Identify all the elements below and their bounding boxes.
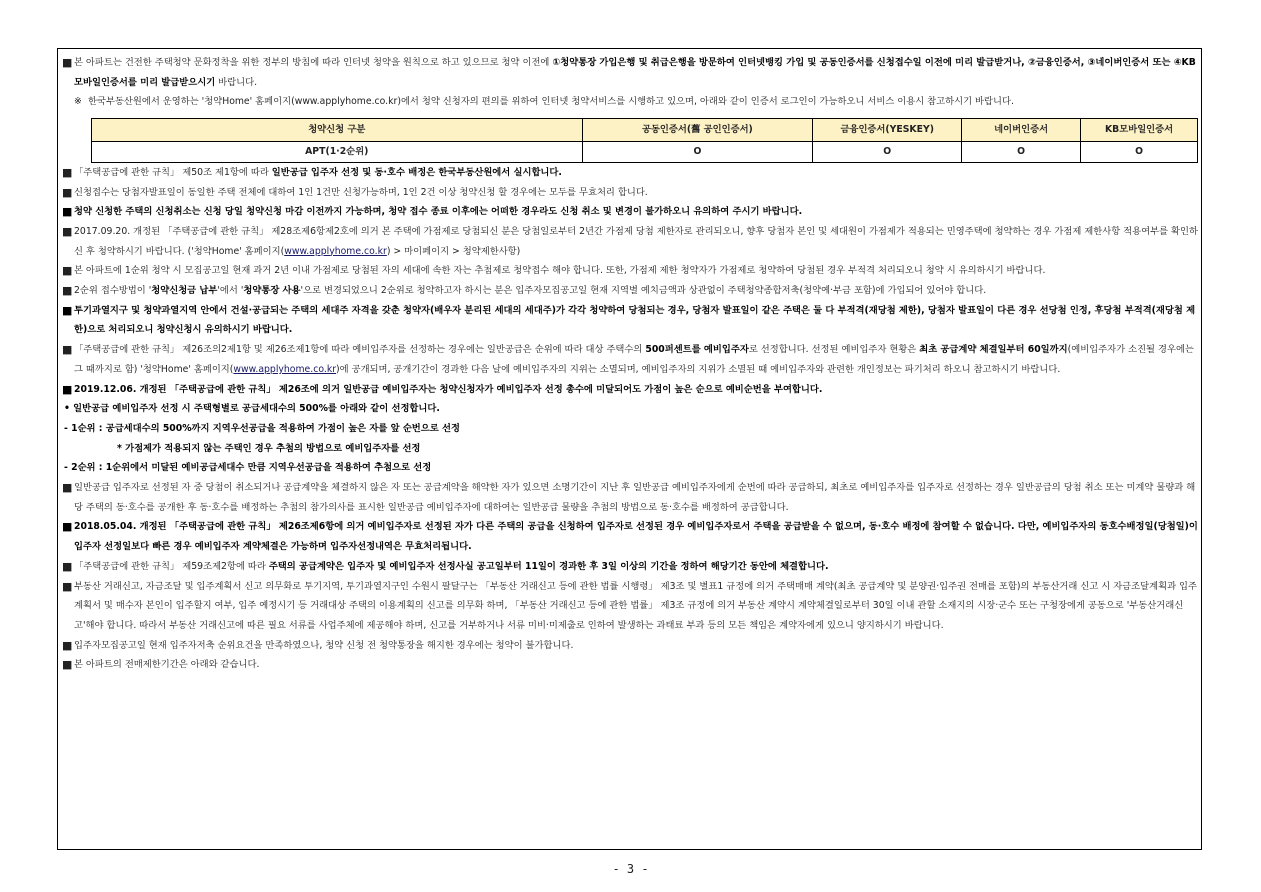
table-cell: O [1081, 142, 1198, 163]
square-bullet-icon: ■ [62, 658, 73, 672]
note-mark-icon: ※ [74, 96, 82, 108]
list-item: - 2순위 : 1순위에서 미달된 예비공급세대수 만큼 지역우선공급을 적용하여 추첨으로 선정 [64, 462, 432, 474]
paragraph: ■ 본 아파트의 전매제한기간은 아래와 같습니다. [62, 655, 1198, 675]
square-bullet-icon: ■ [62, 382, 73, 396]
paragraph: ■ 본 아파트에 1순위 청약 시 모집공고일 현재 과거 2년 이내 가점제로 당첨된 자의 세대에 속한 자는 추첨제로 청약접수 해야 합니다. 또한, 가점제 제한 청약자가 가점제로 청약하여 당첨된 경우 부적격 처리되오니 청약 시 유의하시기 바랍니다. [62, 261, 1198, 281]
table-header: 공동인증서(舊 공인인증서) [582, 119, 813, 142]
reference-note: ※ 한국부동산원에서 운영하는 '청약Home' 홈페이지(www.applyhome.co.kr)에서 청약 신청자의 편의를 위하여 인터넷 청약서비스를 시행하고 있으며, 아래와 같이 인증서 로그인이 가능하오니 서비스 이용시 참고하시기 바랍니다. [62, 92, 1198, 112]
paragraph: ■ 입주자모집공고일 현재 입주자저축 순위요건을 만족하였으나, 청약 신청 전 청약통장을 해지한 경우에는 청약이 불가합니다. [62, 636, 1198, 656]
table-header: 금융인증서(YESKEY) [813, 119, 962, 142]
paragraph: ■ 부동산 거래신고, 자금조달 및 입주계획서 신고 의무화로 투기지역, 투기과열지구인 수원시 팔달구는 「부동산 거래신고 등에 관한 법률 시행령」 제3조 및 별표1 규정에 의거 주택매매 계약(최초 공급계약 및 분양권·입주권 전매를 포함)의 부동산거래 신고 시 자금조달계획과 입주계획서 및 매수자 본인이 입주할지 여부, 입주 예정시기 등 거래대상 주택의 이용계획의 신고를 의무화 하며, 「부동산 거래신고 등에 관한 법률」 제3조 규정에 의거 부동산 계약시 계약체결일로부터 30일 이내 관할 소재지의 시장·군수 또는 구청장에게 공동으로 '부동산거래신고'해야 합니다. 따라서 부동산 거래신고에 따른 필요 서류를 사업주체에 제공해야 하며, 신고를 거부하거나 서류 미비·미제출로 인하여 발생하는 과태료 부과 등의 모든 책임은 계약자에게 있으니 양지하시기 바랍니다. [62, 577, 1198, 636]
square-bullet-icon: ■ [62, 224, 73, 238]
list-item: * 가점제가 적용되지 않는 주택인 경우 추첨의 방법으로 예비입주자를 선정 [117, 442, 421, 454]
square-bullet-icon: ■ [62, 520, 73, 534]
table-cell: O [813, 142, 962, 163]
paragraph: ■ 2019.12.06. 개정된 「주택공급에 관한 규칙」 제26조에 의거 일반공급 예비입주자는 청약신청자가 예비입주자 선정 총수에 미달되어도 가점이 높은 순으로 예비순번을 부여합니다. [62, 380, 1198, 400]
notice-content [62, 53, 1198, 675]
paragraph: ■ 본 아파트는 건전한 주택청약 문화정착을 위한 정부의 방침에 따라 인터넷 청약을 원칙으로 하고 있으므로 청약 이전에 ①청약통장 가입은행 및 취급은행을 방문하여 인터넷뱅킹 가입 및 공동인증서를 신청접수일 이전에 미리 발급받거나, ②금융인증서, ③네이버인증서 또는 ④KB모바일인증서를 미리 발급받으시기 바랍니다. [62, 53, 1198, 92]
table-row [92, 142, 1198, 163]
paragraph: ■ 「주택공급에 관한 규칙」 제26조의2제1항 및 제26조제1항에 따라 예비입주자를 선정하는 경우에는 일반공급은 순위에 따라 대상 주택수의 500퍼센트를 예비입주자로 선정합니다. 선정된 예비입주자 현황은 최초 공급계약 체결일부터 60일까지(예비입주자가 소진될 경우에는 그 때까지로 함) '청약Home' 홈페이지(www.applyhome.co.kr)에 공개되며, 공개기간이 경과한 다음 날에 예비입주자의 지위는 소멸되며, 예비입주자의 지위가 소멸된 때 예비입주자와 관련한 개인정보는 파기처리 하오니 참고하시기 바랍니다. [62, 340, 1198, 379]
square-bullet-icon: ■ [62, 56, 73, 69]
square-bullet-icon: ■ [62, 284, 73, 298]
table-header: 청약신청 구분 [92, 119, 583, 142]
square-bullet-icon: ■ [62, 559, 73, 573]
square-bullet-icon: ■ [62, 185, 73, 199]
applyhome-link[interactable]: www.applyhome.co.kr [284, 245, 387, 257]
table-cell: O [962, 142, 1081, 163]
square-bullet-icon: ■ [62, 579, 73, 593]
paragraph: ■ 2017.09.20. 개정된 「주택공급에 관한 규칙」 제28조제6항제2호에 의거 본 주택에 가점제로 당첨되신 분은 당첨일로부터 2년간 가점제 당첨 제한자로 관리되오니, 향후 당첨자 본인 및 세대원이 가점제가 적용되는 민영주택에 청약하는 경우 가점제 제한사항 적용여부를 확인하신 후 청약하시기 바랍니다. ('청약Home' 홈페이지(www.applyhome.co.kr) > 마이페이지 > 청약제한사항) [62, 222, 1198, 261]
paragraph: ■ 2순위 접수방법이 '청약신청금 납부'에서 '청약통장 사용'으로 변경되었으니 2순위로 청약하고자 하시는 분은 입주자모집공고일 현재 지역별 예치금액과 상관없이 주택청약종합저축(청약예·부금 포함)에 가입되어 있어야 합니다. [62, 281, 1198, 301]
list-item: - 1순위 : 공급세대수의 500%까지 지역우선공급을 적용하여 가점이 높은 자를 앞 순번으로 선정 [64, 422, 460, 434]
square-bullet-icon: ■ [62, 303, 73, 317]
paragraph: ■ 청약 신청한 주택의 신청취소는 신청 당일 청약신청 마감 이전까지 가능하며, 청약 접수 종료 이후에는 어떠한 경우라도 신청 취소 및 변경이 불가하오니 유의하여 주시기 바랍니다. [62, 202, 1198, 222]
table-header: KB모바일인증서 [1081, 119, 1198, 142]
paragraph: ■ 신청접수는 당첨자발표일이 동일한 주택 전체에 대하여 1인 1건만 신청가능하며, 1인 2건 이상 청약신청 할 경우에는 모두를 무효처리 합니다. [62, 183, 1198, 203]
certificate-table [91, 118, 1198, 163]
square-bullet-icon: ■ [62, 264, 73, 278]
paragraph: ■ 「주택공급에 관한 규칙」 제50조 제1항에 따라 일반공급 입주자 선정 및 동·호수 배정은 한국부동산원에서 실시합니다. [62, 163, 1198, 183]
list-item: • 일반공급 예비입주자 선정 시 주택형별로 공급세대수의 500%를 아래와 같이 선정합니다. [64, 403, 440, 415]
paragraph: ■ 2018.05.04. 개정된 「주택공급에 관한 규칙」 제26조제6항에 의거 예비입주자로 선정된 자가 다른 주택의 공급을 신청하여 입주자로 선정된 경우 예비입주자로서 주택을 공급받을 수 없으며, 동·호수 배정에 참여할 수 없습니다. 다만, 예비입주자의 동호수배정일(당첨일)이 입주자 선정일보다 빠른 경우 예비입주자 계약체결은 가능하며 입주자선정내역은 무효처리됩니다. [62, 517, 1198, 556]
applyhome-link[interactable]: www.applyhome.co.kr [233, 363, 337, 375]
square-bullet-icon: ■ [62, 481, 73, 495]
page-number: - 3 - [612, 862, 649, 876]
table-cell: O [582, 142, 813, 163]
square-bullet-icon: ■ [62, 343, 73, 357]
square-bullet-icon: ■ [62, 165, 73, 179]
paragraph: ■ 투기과열지구 및 청약과열지역 안에서 건설·공급되는 주택의 세대주 자격을 갖춘 청약자(배우자 분리된 세대의 세대주)가 각각 청약하여 당첨되는 경우, 당첨자 발표일이 같은 주택은 둘 다 부적격(재당첨 제한), 당첨자 발표일이 다른 경우 선당첨 인정, 후당첨 부적격(재당첨 제한)으로 처리되오니 청약신청시 유의하시기 바랍니다. [62, 301, 1198, 340]
table-cell: APT(1·2순위) [92, 142, 583, 163]
square-bullet-icon: ■ [62, 638, 73, 652]
square-bullet-icon: ■ [62, 205, 73, 219]
table-header-row [92, 119, 1198, 142]
paragraph: ■ 「주택공급에 관한 규칙」 제59조제2항에 따라 주택의 공급계약은 입주자 및 예비입주자 선정사실 공고일부터 11일이 경과한 후 3일 이상의 기간을 정하여 해당기간 동안에 체결합니다. [62, 557, 1198, 577]
table-header: 네이버인증서 [962, 119, 1081, 142]
paragraph: ■ 일반공급 입주자로 선정된 자 중 당첨이 취소되거나 공급계약을 체결하지 않은 자 또는 공급계약을 해약한 자가 있으면 소명기간이 지난 후 일반공급 예비입주자에게 순번에 따라 공급하되, 최초로 예비입주자를 입주자로 선정하는 경우 일반공급의 당첨 취소 또는 미계약 물량과 해당 주택의 동·호수를 공개한 후 동·호수를 배정하는 추첨의 참가의사를 표시한 일반공급 예비입주자에 대하여는 일반공급 물량을 추첨의 방법으로 동·호수를 배정하여 공급합니다. [62, 478, 1198, 517]
